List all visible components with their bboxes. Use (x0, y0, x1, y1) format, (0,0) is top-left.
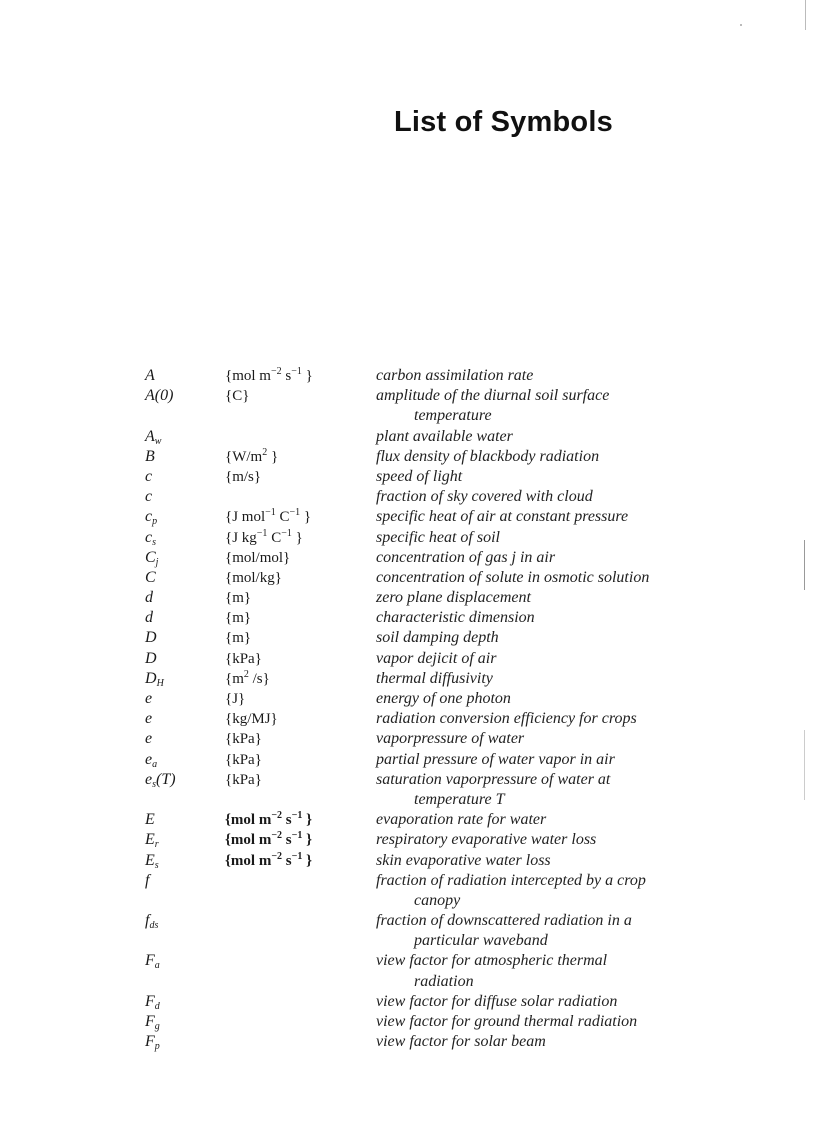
symbol-row (0, 548, 816, 568)
description: specific heat of soil (376, 528, 500, 546)
symbol: C (145, 568, 156, 586)
description-continuation: temperature (414, 407, 492, 425)
symbol-row (0, 729, 816, 749)
unit: {kPa} (225, 650, 262, 667)
symbol-row (0, 972, 816, 992)
description: vapor dejicit of air (376, 649, 497, 667)
unit: {$W/m^2$ } (225, 446, 279, 465)
symbol-row (0, 689, 816, 709)
description: radiation conversion efficiency for crops (376, 710, 637, 728)
symbol: $e_a$ (145, 750, 158, 770)
unit: {mol/mol} (225, 549, 291, 566)
symbol: $A_w$ (145, 427, 162, 447)
symbol-row (0, 1012, 816, 1032)
symbol: $f_{ds}$ (145, 912, 159, 932)
symbol: c (145, 467, 153, 485)
description: partial pressure of water vapor in air (376, 750, 615, 768)
symbol-row (0, 467, 816, 487)
scan-mark (804, 730, 805, 800)
unit: {J mol$^{-1}$ $C^{-1}$ } (225, 507, 312, 526)
symbol: e (145, 710, 153, 728)
symbol-row (0, 427, 816, 447)
description: view factor for atmospheric thermal (376, 952, 608, 970)
unit: {mol/kg} (225, 569, 282, 586)
unit: {kPa} (225, 751, 262, 768)
symbol-row (0, 790, 816, 810)
symbol-row (0, 588, 816, 608)
description: view factor for ground thermal radiation (376, 1013, 638, 1030)
description: fraction of downscattered radiation in a (376, 912, 632, 930)
symbol-row (0, 669, 816, 689)
symbol-row (0, 386, 816, 406)
page-title: List of Symbols (394, 106, 613, 138)
unit: {mol $m^{-2}$ $s^{-1}$ } (225, 366, 313, 384)
symbol-row (0, 992, 816, 1012)
unit: {C} (225, 388, 250, 405)
symbol: $c_s$ (145, 528, 157, 548)
symbol: $F_p$ (145, 1033, 160, 1053)
unit: {m} (225, 630, 252, 647)
unit: {J} (225, 691, 246, 707)
scan-mark (740, 24, 742, 26)
unit: {kg/MJ} (225, 711, 278, 728)
description: zero plane displacement (376, 589, 531, 607)
unit: {mol $m^{-2}$ $s^{-1}$ } (225, 850, 312, 869)
symbol: $F_d$ (145, 992, 160, 1012)
symbol-list (0, 366, 816, 1052)
symbol: $E_r$ (145, 831, 159, 851)
symbol-row (0, 608, 816, 628)
description: characteristic dimension (376, 609, 535, 627)
unit: {$m^2$ /s} (225, 668, 270, 687)
scan-mark (804, 540, 805, 590)
symbol-row (0, 830, 816, 850)
description-continuation: radiation (414, 972, 474, 990)
symbol: A (145, 367, 155, 384)
symbol: D (145, 629, 157, 647)
description: skin evaporative water loss (376, 851, 551, 869)
symbol: $D_H$ (145, 669, 164, 689)
symbol-row (0, 628, 816, 648)
description: speed of light (376, 467, 463, 485)
description: soil damping depth (376, 629, 499, 647)
symbol: f (145, 871, 150, 889)
symbol-row (0, 770, 816, 790)
symbol-row (0, 750, 816, 770)
symbol: D (145, 649, 157, 667)
description: carbon assimilation rate (376, 367, 534, 384)
description-continuation: temperature T (414, 790, 505, 808)
unit: {kPa} (225, 771, 262, 788)
symbol-row (0, 528, 816, 548)
symbol-row (0, 931, 816, 951)
description: fraction of sky covered with cloud (376, 488, 593, 506)
symbol: e (145, 730, 153, 748)
description-continuation: canopy (414, 891, 461, 909)
description: saturation vaporpressure of water at (376, 770, 611, 788)
unit: {m} (225, 610, 252, 627)
description: vaporpressure of water (376, 730, 525, 748)
symbol-row (0, 568, 816, 588)
symbol: $E_s$ (145, 851, 159, 871)
description-continuation: particular waveband (414, 932, 548, 950)
symbol-row (0, 851, 816, 871)
description: view factor for diffuse solar radiation (376, 992, 618, 1010)
symbol-row (0, 507, 816, 527)
symbol: A(0) (145, 387, 174, 405)
symbol-row (0, 649, 816, 669)
description: concentration of gas j in air (376, 548, 556, 566)
symbol: B (145, 447, 155, 465)
symbol-row (0, 911, 816, 931)
symbol-row (0, 406, 816, 426)
symbol: e (145, 690, 153, 707)
unit: {m} (225, 590, 252, 607)
description: concentration of solute in osmotic solution (376, 568, 650, 586)
symbol-row (0, 447, 816, 467)
symbol-row (0, 487, 816, 507)
description: amplitude of the diurnal soil surface (376, 387, 610, 405)
description: respiratory evaporative water loss (376, 831, 597, 849)
symbol-row (0, 709, 816, 729)
unit: {mol $m^{-2}$ $s^{-1}$ } (225, 810, 312, 829)
unit: {m/s} (225, 468, 262, 485)
description: plant available water (376, 427, 513, 445)
description: thermal diffusivity (376, 669, 493, 687)
description: specific heat of air at constant pressure (376, 508, 629, 526)
symbol: d (145, 589, 153, 607)
symbol: $e_s(T)$ (145, 770, 176, 790)
description: energy of one photon (376, 690, 511, 707)
symbol: d (145, 609, 153, 627)
unit: {kPa} (225, 731, 262, 748)
description: flux density of blackbody radiation (376, 447, 600, 465)
symbol-row (0, 366, 816, 386)
symbol: c (145, 488, 153, 506)
unit: {J $kg^{-1}$ $C^{-1}$ } (225, 527, 303, 546)
symbol: $C_j$ (145, 548, 159, 568)
unit: {mol $m^{-2}$ $s^{-1}$ } (225, 830, 312, 849)
symbol-row (0, 871, 816, 891)
symbol: $F_g$ (145, 1013, 160, 1032)
description: view factor for solar beam (376, 1033, 546, 1051)
symbol: E (145, 811, 155, 829)
symbol-row (0, 1032, 816, 1052)
symbol-row (0, 810, 816, 830)
description: fraction of radiation intercepted by a crop (376, 871, 646, 889)
symbol-row (0, 891, 816, 911)
symbol-row (0, 951, 816, 971)
symbol: $F_a$ (145, 952, 160, 972)
scan-mark (805, 0, 806, 30)
symbol: $c_p$ (145, 508, 158, 528)
description: evaporation rate for water (376, 811, 547, 829)
